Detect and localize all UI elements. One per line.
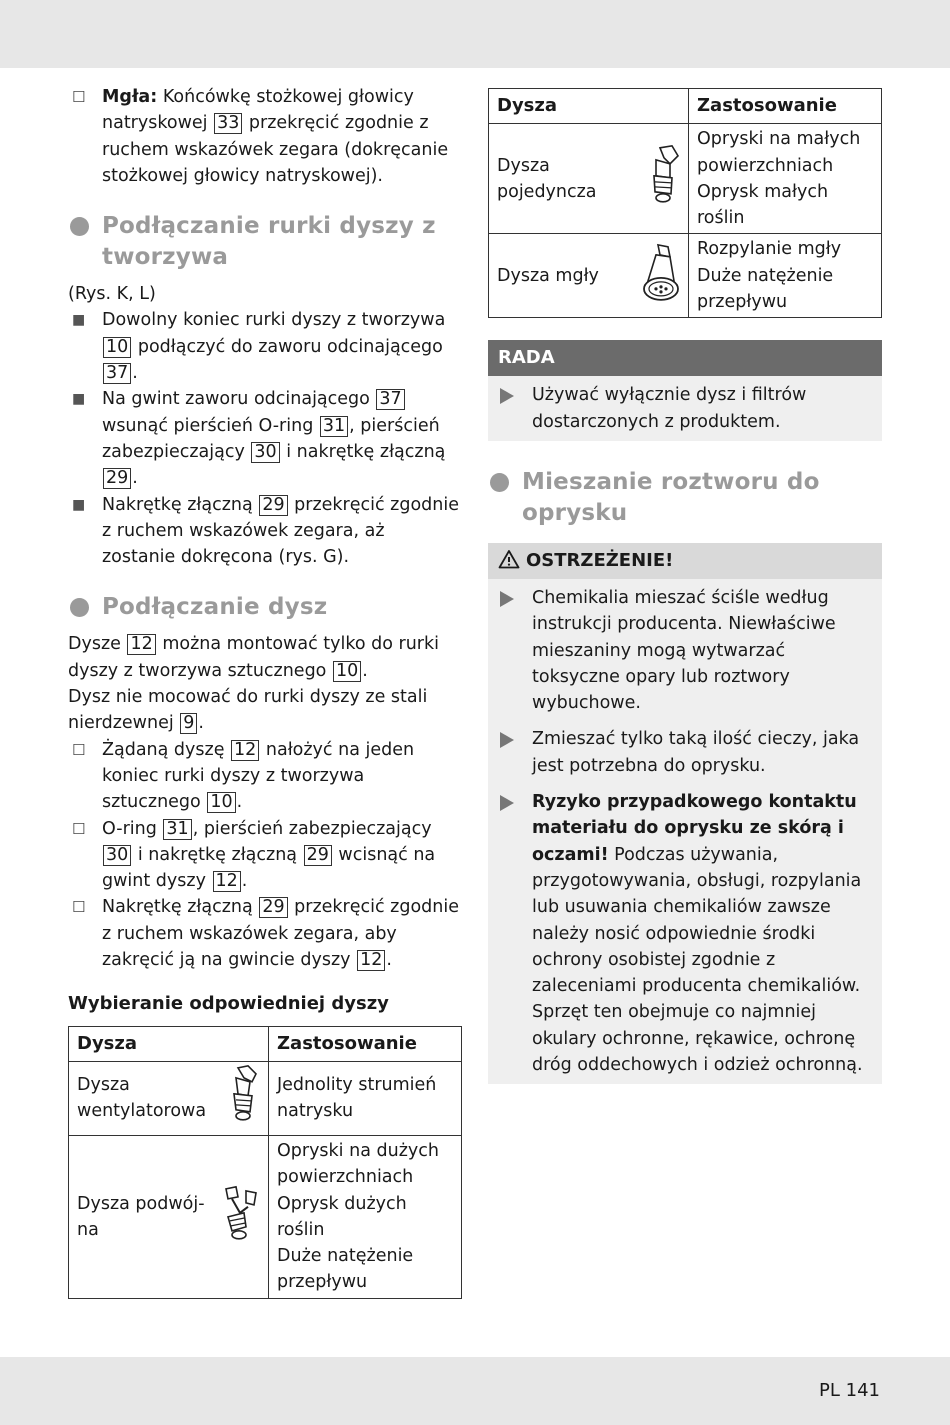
text: Na gwint zaworu odcinającego xyxy=(102,389,376,410)
cell-line: Dysza podwój- xyxy=(77,1193,205,1214)
cell-line: Opryski na małych xyxy=(697,129,861,150)
table-header-row xyxy=(69,1026,462,1061)
text: wcisnąć na gwint dyszy xyxy=(102,844,436,892)
text: przekręcić zgodnie z ruchem wskazówek zegara (dokręcanie stożkowej głowicy natryskowej). xyxy=(102,113,449,186)
circle-bullet-icon xyxy=(70,217,89,236)
page-number: PL 141 xyxy=(819,1380,880,1401)
text: . xyxy=(132,468,138,489)
table-row xyxy=(69,1135,462,1298)
part-ref: 12 xyxy=(213,871,241,892)
double-nozzle-icon xyxy=(218,1183,262,1251)
use-cell xyxy=(269,1135,462,1298)
cell-line: Opryski na dużych xyxy=(277,1140,439,1161)
text: . xyxy=(241,871,248,892)
heading-text: Podłączanie dysz xyxy=(102,594,328,621)
text: . xyxy=(132,363,138,384)
filled-square-bullet-icon: ■ xyxy=(72,312,86,329)
single-nozzle-icon xyxy=(644,144,682,214)
cell-line: Duże natężenie xyxy=(277,1246,414,1267)
list-item xyxy=(68,737,462,816)
text: , pierścień zabezpieczający xyxy=(102,415,440,462)
text: , pierścień zabezpieczający xyxy=(192,818,432,839)
open-square-bullet-icon: ☐ xyxy=(72,898,86,917)
heading-text: Mieszanie roztworu do oprysku xyxy=(522,468,820,526)
item-label: Mgła: xyxy=(102,87,158,107)
tip-item xyxy=(488,382,872,435)
text: i nakrętkę złączną xyxy=(280,441,446,462)
text: podłączyć do zaworu odcinającego xyxy=(132,336,443,357)
triangle-arrow-icon xyxy=(500,732,514,748)
figure-reference: (Rys. K, L) xyxy=(68,284,156,305)
text: wsunąć pierścień O-ring xyxy=(102,415,319,436)
text: i nakrętkę złączną xyxy=(132,844,303,865)
column-header: Dysza xyxy=(489,89,689,124)
table-header-row xyxy=(489,89,882,124)
text: Chemikalia mieszać ściśle według instrukcji producenta. Niewłaściwe mieszaniny mogą wytwarzać toksyczne opary lub roztwory wybuchowe. xyxy=(532,587,836,714)
filled-square-bullet-icon: ■ xyxy=(72,391,86,408)
nozzle-cell xyxy=(69,1061,269,1135)
circle-bullet-icon xyxy=(490,473,509,492)
list-item xyxy=(68,816,462,895)
cell-line: powierzchniach xyxy=(697,155,834,176)
text: . xyxy=(236,792,243,813)
cell-line: natrysku xyxy=(277,1101,354,1122)
warning-item xyxy=(488,726,872,779)
cell-line: Duże natężenie xyxy=(697,265,834,286)
cell-line: pojedyncza xyxy=(497,181,597,202)
triangle-arrow-icon xyxy=(500,591,514,607)
part-ref: 29 xyxy=(259,897,287,918)
section-heading-hose xyxy=(68,211,462,273)
cell-line: Dysza xyxy=(77,1075,130,1096)
warning-header xyxy=(488,543,882,579)
cell-line: powierzchniach xyxy=(277,1167,414,1188)
nozzle-cell xyxy=(489,124,689,234)
part-ref: 10 xyxy=(103,337,131,358)
left-column xyxy=(68,84,462,1299)
fan-nozzle-icon xyxy=(224,1064,262,1132)
nozzle-cell xyxy=(489,234,689,318)
text: Końcówkę stożkowej głowicy natryskowej xyxy=(102,87,414,134)
nozzle-table-right xyxy=(488,88,882,318)
text: przekręcić zgodnie z ruchem wskazówek zegara, aż zostanie dokręcona (rys. G). xyxy=(102,494,460,568)
part-ref: 31 xyxy=(320,416,348,437)
cell-line: na xyxy=(77,1219,99,1240)
open-square-bullet-icon: ☐ xyxy=(72,740,86,759)
cell-line: przepływu xyxy=(277,1272,368,1293)
part-ref: 9 xyxy=(180,713,197,734)
warning-body xyxy=(488,579,882,1084)
use-cell xyxy=(269,1061,462,1135)
warning-item xyxy=(488,585,872,716)
warning-box xyxy=(488,543,882,1084)
cell-line: Oprysk dużych roślin xyxy=(277,1193,407,1240)
cell-line: Oprysk małych roślin xyxy=(697,181,829,229)
use-cell xyxy=(689,234,882,318)
text: Używać wyłącznie dysz i filtrów dostarczonych z produktem. xyxy=(532,385,807,432)
part-ref: 37 xyxy=(103,363,131,384)
heading-text: Podłączanie rurki dyszy z tworzywa xyxy=(102,213,436,271)
text: . xyxy=(386,950,392,971)
part-ref: 10 xyxy=(207,792,235,813)
part-ref: 12 xyxy=(127,634,155,655)
part-ref: 29 xyxy=(103,468,131,489)
warning-triangle-icon xyxy=(498,549,520,578)
column-header: Zastosowanie xyxy=(689,89,882,124)
warning-item xyxy=(488,789,872,1078)
text: Nakrętkę złączną xyxy=(102,897,259,918)
open-square-bullet-icon: ☐ xyxy=(72,819,86,838)
part-ref: 37 xyxy=(376,389,404,410)
use-cell xyxy=(689,124,882,234)
warning-title: OSTRZEŻENIE! xyxy=(526,549,674,571)
text: Dowolny koniec rurki dyszy z tworzywa xyxy=(102,310,446,331)
list-item xyxy=(68,492,462,571)
text: można montować tylko do rurki dyszy z tworzywa sztucznego xyxy=(68,634,439,681)
section-heading-nozzles xyxy=(68,592,462,623)
cell-line: Dysza mgły xyxy=(497,265,599,286)
table-row xyxy=(489,124,882,234)
top-bar xyxy=(0,0,950,68)
tip-body xyxy=(488,376,882,441)
column-header: Dysza xyxy=(69,1026,269,1061)
paragraph xyxy=(68,684,462,737)
column-header: Zastosowanie xyxy=(269,1026,462,1061)
text: O-ring xyxy=(102,818,163,839)
part-ref: 10 xyxy=(333,661,361,682)
table-row xyxy=(489,234,882,318)
text: Nakrętkę złączną xyxy=(102,494,259,515)
text: nałożyć na jeden koniec rurki dyszy z tworzywa sztucznego xyxy=(102,739,415,813)
cell-line: wentylatorowa xyxy=(77,1101,207,1122)
triangle-arrow-icon xyxy=(500,388,514,404)
list-item-mist xyxy=(68,84,462,189)
cell-line: przepływu xyxy=(697,292,788,313)
text: . xyxy=(362,660,368,681)
cell-line: Dysza xyxy=(497,155,550,176)
part-ref: 33 xyxy=(214,113,242,134)
part-ref: 31 xyxy=(163,819,191,840)
part-ref: 30 xyxy=(103,845,131,866)
part-ref: 12 xyxy=(357,950,385,971)
paragraph xyxy=(68,631,462,684)
part-ref: 12 xyxy=(231,740,259,761)
nozzle-cell xyxy=(69,1135,269,1298)
list-item xyxy=(68,386,462,491)
subheading: Wybieranie odpowiedniej dyszy xyxy=(68,993,389,1015)
circle-bullet-icon xyxy=(70,598,89,617)
mist-nozzle-icon xyxy=(640,241,682,311)
warning-emphasis: Ryzyko przypadkowego kontaktu materiału do oprysku ze skórą i oczami! xyxy=(532,792,857,865)
text: . xyxy=(198,713,204,734)
section-heading-mixing xyxy=(488,467,882,529)
part-ref: 30 xyxy=(251,442,279,463)
list-item xyxy=(68,894,462,973)
tip-box xyxy=(488,340,882,441)
table-row xyxy=(69,1061,462,1135)
list-item xyxy=(68,307,462,386)
nozzle-table-left xyxy=(68,1026,462,1299)
text: Zmieszać tylko taką ilość cieczy, jaka jest potrzebna do oprysku. xyxy=(532,729,860,776)
part-ref: 29 xyxy=(304,845,332,866)
part-ref: 29 xyxy=(259,495,287,516)
cell-line: Rozpylanie mgły xyxy=(697,239,842,260)
filled-square-bullet-icon: ■ xyxy=(72,496,86,513)
open-square-bullet-icon: ☐ xyxy=(72,88,86,106)
bottom-bar xyxy=(0,1357,950,1425)
text: przekręcić zgodnie z ruchem wskazówek zegara, aby zakręcić ją na gwincie dyszy xyxy=(102,897,460,971)
text: Żądaną dyszę xyxy=(102,739,231,760)
cell-line: Jednolity strumień xyxy=(277,1075,437,1096)
text: Dysze xyxy=(68,634,127,655)
text: Podczas używania, przygotowywania, obsługi, rozpylania lub usuwania chemikaliów zawsze należy nosić odpowiednie środki ochrony osobistej zgodnie z zaleceniami producenta chemikaliów. Sprzęt ten obejmuje co najmniej okulary ochronne, rękawice, ochronę dróg oddechowych i odzież ochronną. xyxy=(532,844,863,1076)
tip-title: RADA xyxy=(488,340,882,376)
triangle-arrow-icon xyxy=(500,795,514,811)
text: Dysz nie mocować do rurki dyszy ze stali nierdzewnej xyxy=(68,687,428,734)
right-column xyxy=(488,88,882,1084)
